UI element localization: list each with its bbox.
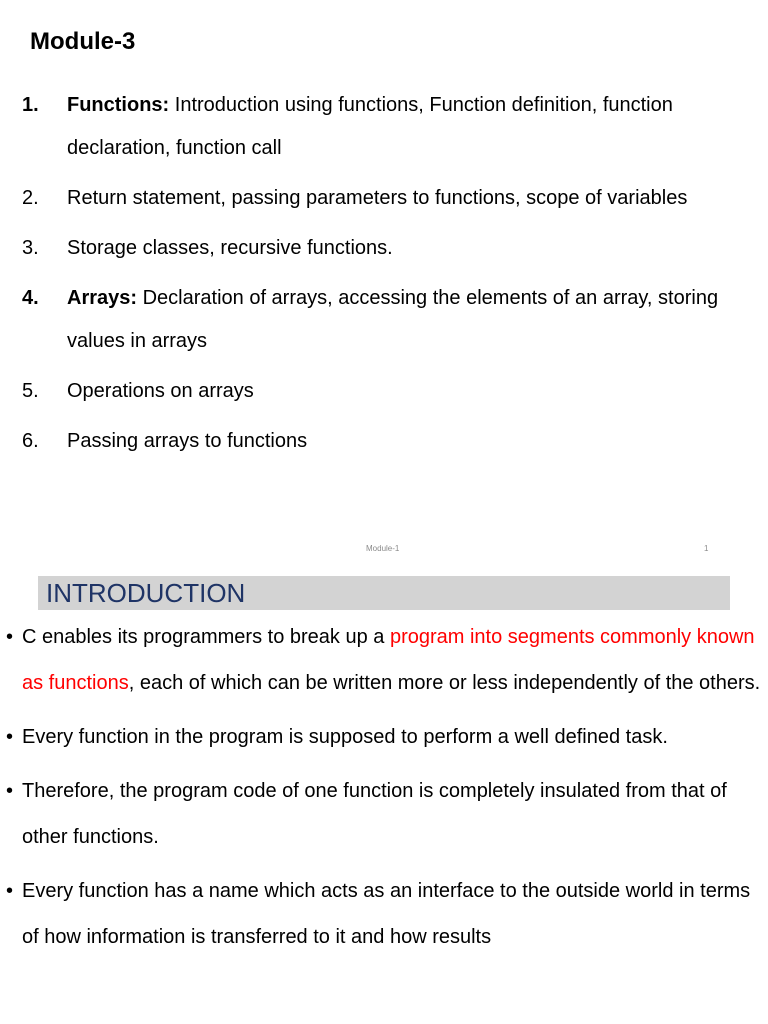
list-item-text: Storage classes, recursive functions. (67, 237, 393, 259)
list-item (22, 370, 722, 413)
page-title: Module-3 (30, 28, 136, 55)
list-item-number: 2. (22, 187, 39, 209)
bullet-item (6, 714, 762, 760)
list-item (22, 227, 722, 270)
bullet-list (6, 614, 762, 968)
bullet-icon: • (6, 780, 14, 802)
list-item-number: 4. (22, 287, 39, 309)
list-item-number: 3. (22, 237, 39, 259)
bullet-text: Every function in the program is supposed to perform a well defined task. (22, 726, 668, 748)
list-item-number: 6. (22, 430, 39, 452)
section-heading: INTRODUCTION (38, 576, 730, 610)
list-item (22, 277, 722, 363)
list-item (22, 420, 722, 463)
bullet-text: , each of which can be written more or less independently of the others. (128, 672, 761, 694)
topic-list (22, 84, 722, 470)
slide-page-number: 1 (704, 544, 709, 553)
bullet-icon: • (6, 626, 14, 648)
list-item (22, 177, 722, 220)
list-item-number: 5. (22, 380, 39, 402)
list-item-text: Declaration of arrays, accessing the elements of an array, storing values in arrays (67, 287, 719, 352)
bullet-icon: • (6, 726, 14, 748)
list-item-lead: Functions: (67, 94, 170, 116)
list-item-text: Operations on arrays (67, 380, 254, 402)
bullet-item (6, 768, 762, 860)
list-item-text: Passing arrays to functions (67, 430, 308, 452)
bullet-icon: • (6, 880, 14, 902)
list-item-text: Return statement, passing parameters to functions, scope of variables (67, 187, 688, 209)
bullet-text: Therefore, the program code of one function is completely insulated from that of other functions. (22, 780, 727, 848)
list-item-lead: Arrays: (67, 287, 138, 309)
list-item (22, 84, 722, 170)
list-item-text: Introduction using functions, Function definition, function declaration, function call (67, 94, 673, 159)
bullet-text: C enables its programmers to break up a (22, 626, 390, 648)
bullet-item (6, 614, 762, 706)
bullet-text: Every function has a name which acts as an interface to the outside world in terms of how information is transferred to it and how results (22, 880, 751, 948)
bullet-item (6, 868, 762, 960)
slide-footer-label: Module-1 (366, 544, 400, 553)
highlighted-text: program into segments commonly known as functions (22, 626, 755, 694)
list-item-number: 1. (22, 94, 39, 116)
